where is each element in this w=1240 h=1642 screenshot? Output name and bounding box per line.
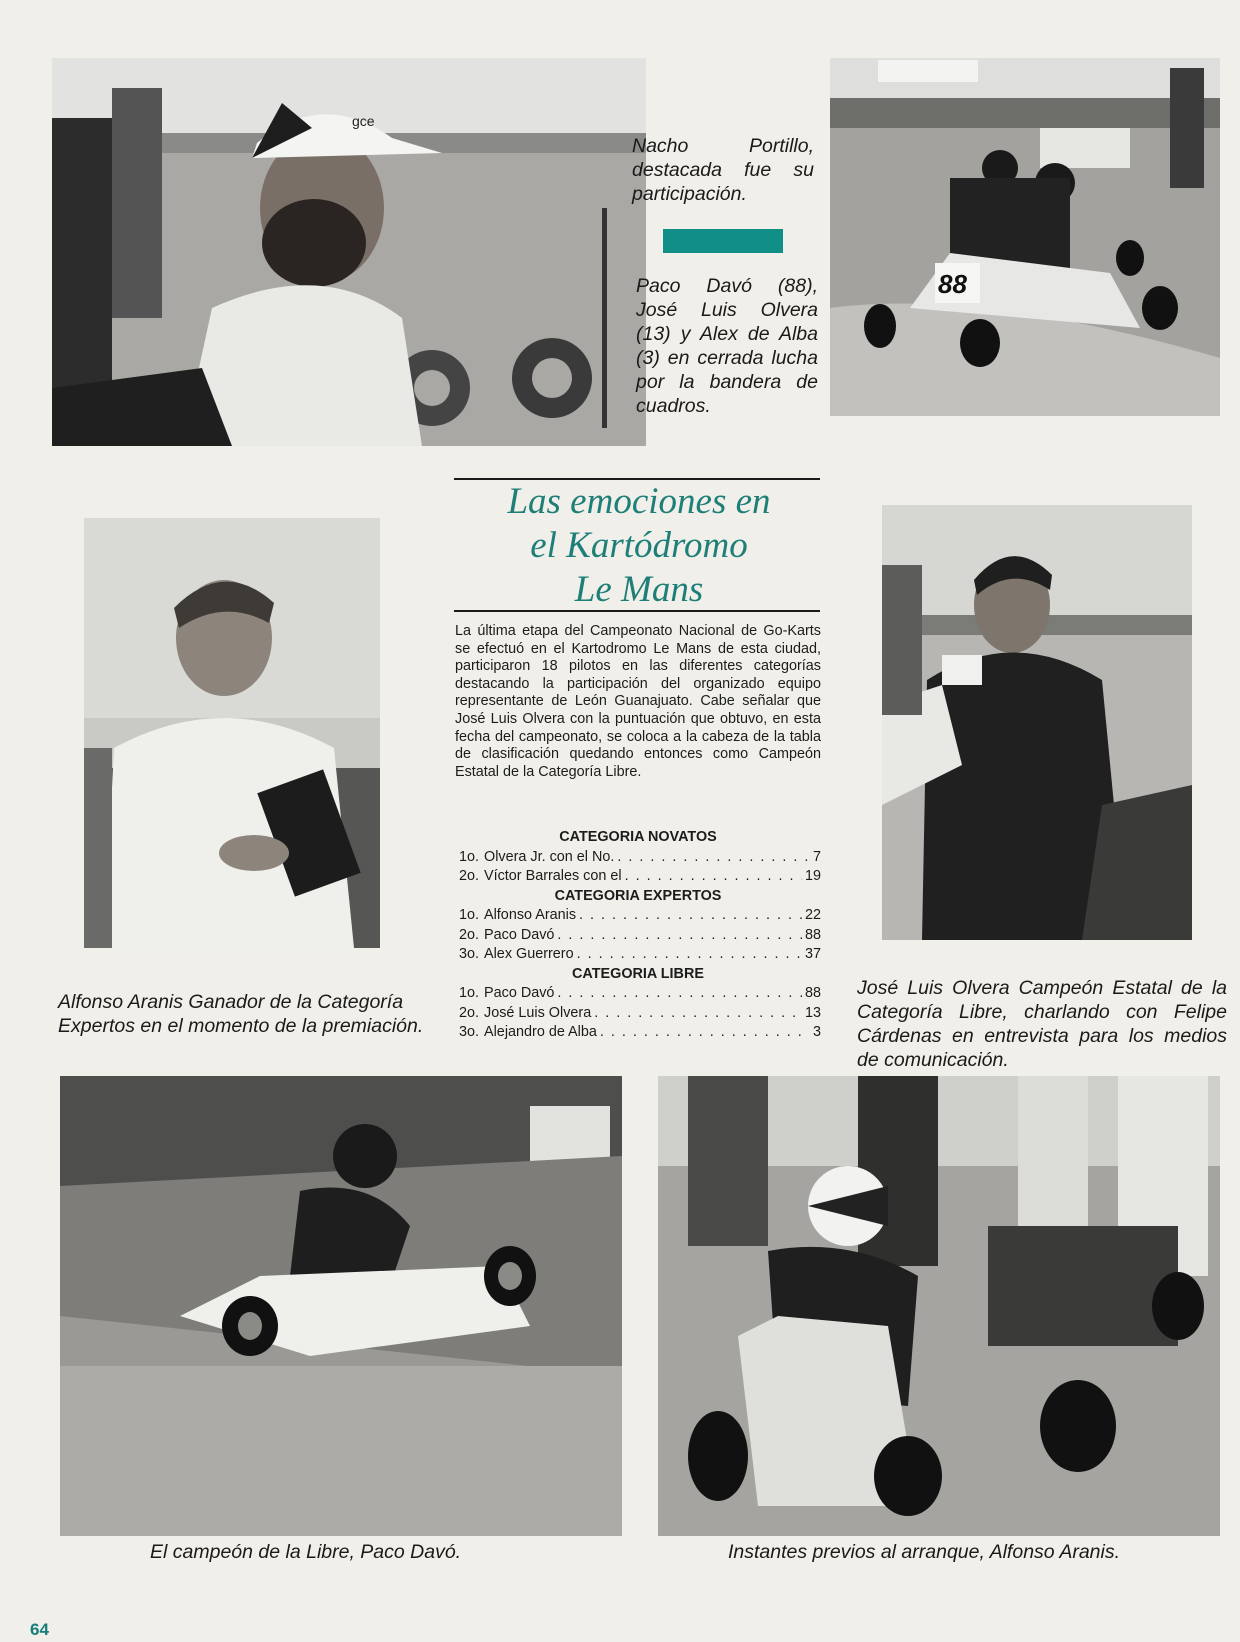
photo-nacho-portillo — [52, 58, 646, 446]
result-name: José Luis Olvera — [484, 1004, 592, 1021]
leader-dots — [557, 984, 802, 1004]
result-name: Paco Davó — [484, 985, 555, 1001]
result-row — [455, 926, 821, 946]
leader-dots — [594, 1004, 802, 1024]
result-position: 1o. — [459, 907, 480, 923]
leader-dots — [625, 867, 802, 887]
result-row — [455, 848, 821, 868]
result-row — [455, 1023, 821, 1043]
photo-arranque — [658, 1076, 1220, 1536]
result-number: 22 — [804, 907, 821, 923]
result-position: 2o. — [459, 868, 480, 884]
photo-olvera-interview — [882, 505, 1192, 940]
title-rule-bottom — [454, 610, 820, 612]
caption-paco-davo: El campeón de la Libre, Paco Davó. — [150, 1541, 462, 1563]
photo-alfonso-aranis — [84, 518, 380, 948]
article-title-line-2: el Kartódromo — [530, 525, 748, 566]
category-heading: CATEGORIA EXPERTOS — [554, 887, 722, 904]
kart-number-text: 88 — [938, 269, 967, 299]
caption-arranque: Instantes previos al arranque, Alfonso Aranis. — [728, 1541, 1121, 1563]
result-number: 13 — [804, 1004, 821, 1021]
result-number: 88 — [804, 985, 821, 1001]
accent-color-block — [663, 229, 783, 253]
result-position: 1o. — [459, 985, 480, 1001]
leader-dots — [557, 926, 802, 946]
result-name: Olvera Jr. con el No. — [484, 848, 615, 865]
leader-dots — [577, 945, 802, 965]
leader-dots — [579, 906, 802, 926]
result-row — [455, 867, 821, 887]
result-name: Alex Guerrero — [484, 946, 574, 962]
result-position: 2o. — [459, 926, 480, 943]
article-title-line-1: Las emociones en — [507, 481, 771, 522]
result-row — [455, 984, 821, 1004]
cap-logo-text: gce — [352, 113, 375, 129]
result-position: 3o. — [459, 1024, 480, 1040]
category-block — [455, 828, 821, 887]
result-position: 1o. — [459, 848, 480, 865]
results-table — [455, 828, 821, 1043]
result-position: 3o. — [459, 946, 480, 962]
caption-race: Paco Davó (88), José Luis Olvera (13) y Alex de Alba (3) en cerrada lucha por la bandera de cuadros. — [636, 275, 818, 417]
article-title — [454, 480, 824, 612]
page-number: 64 — [30, 1620, 49, 1639]
category-heading: CATEGORIA LIBRE — [572, 965, 704, 982]
photo-paco-davo — [60, 1076, 622, 1536]
result-name: Alejandro de Alba — [484, 1024, 597, 1040]
photo-race-karts — [830, 58, 1220, 416]
category-block — [455, 887, 821, 965]
result-row — [455, 1004, 821, 1024]
result-name: Víctor Barrales con el — [484, 868, 622, 884]
caption-nacho-portillo: Nacho Portillo, destacada fue su participación. — [632, 135, 814, 205]
leader-dots — [617, 848, 810, 868]
result-number: 7 — [812, 848, 821, 865]
category-block — [455, 965, 821, 1043]
result-name: Alfonso Aranis — [484, 907, 577, 923]
result-number: 37 — [804, 946, 821, 962]
category-heading: CATEGORIA NOVATOS — [559, 829, 717, 845]
article-title-line-3: Le Mans — [574, 569, 704, 610]
result-row — [455, 945, 821, 965]
result-position: 2o. — [459, 1004, 480, 1021]
result-name: Paco Davó — [484, 926, 555, 943]
result-row — [455, 906, 821, 926]
leader-dots — [600, 1023, 810, 1043]
result-number: 88 — [804, 926, 821, 943]
caption-alfonso-aranis: Alfonso Aranis Ganador de la Categoría Expertos en el momento de la premiación. — [58, 991, 424, 1037]
article-body: La última etapa del Campeonato Nacional de Go-Karts se efectuó en el Kartodromo Le Mans de esta ciudad, participaron 18 pilotos en las diferentes categorías destacando la participación del organizado equipo representante de León Guanajuato. Cabe señalar que José Luis Olvera con la puntuación que obtuvo, en esta fecha del campeonato, se coloca a la cabeza de la tabla de clasificación quedando entonces como Campeón Estatal de la Categoría Libre. — [455, 623, 821, 780]
caption-olvera: José Luis Olvera Campeón Estatal de la Categoría Libre, charlando con Felipe Cárdenas en entrevista para los medios de comunicación. — [857, 977, 1227, 1071]
result-number: 3 — [812, 1024, 821, 1040]
result-number: 19 — [804, 868, 821, 884]
